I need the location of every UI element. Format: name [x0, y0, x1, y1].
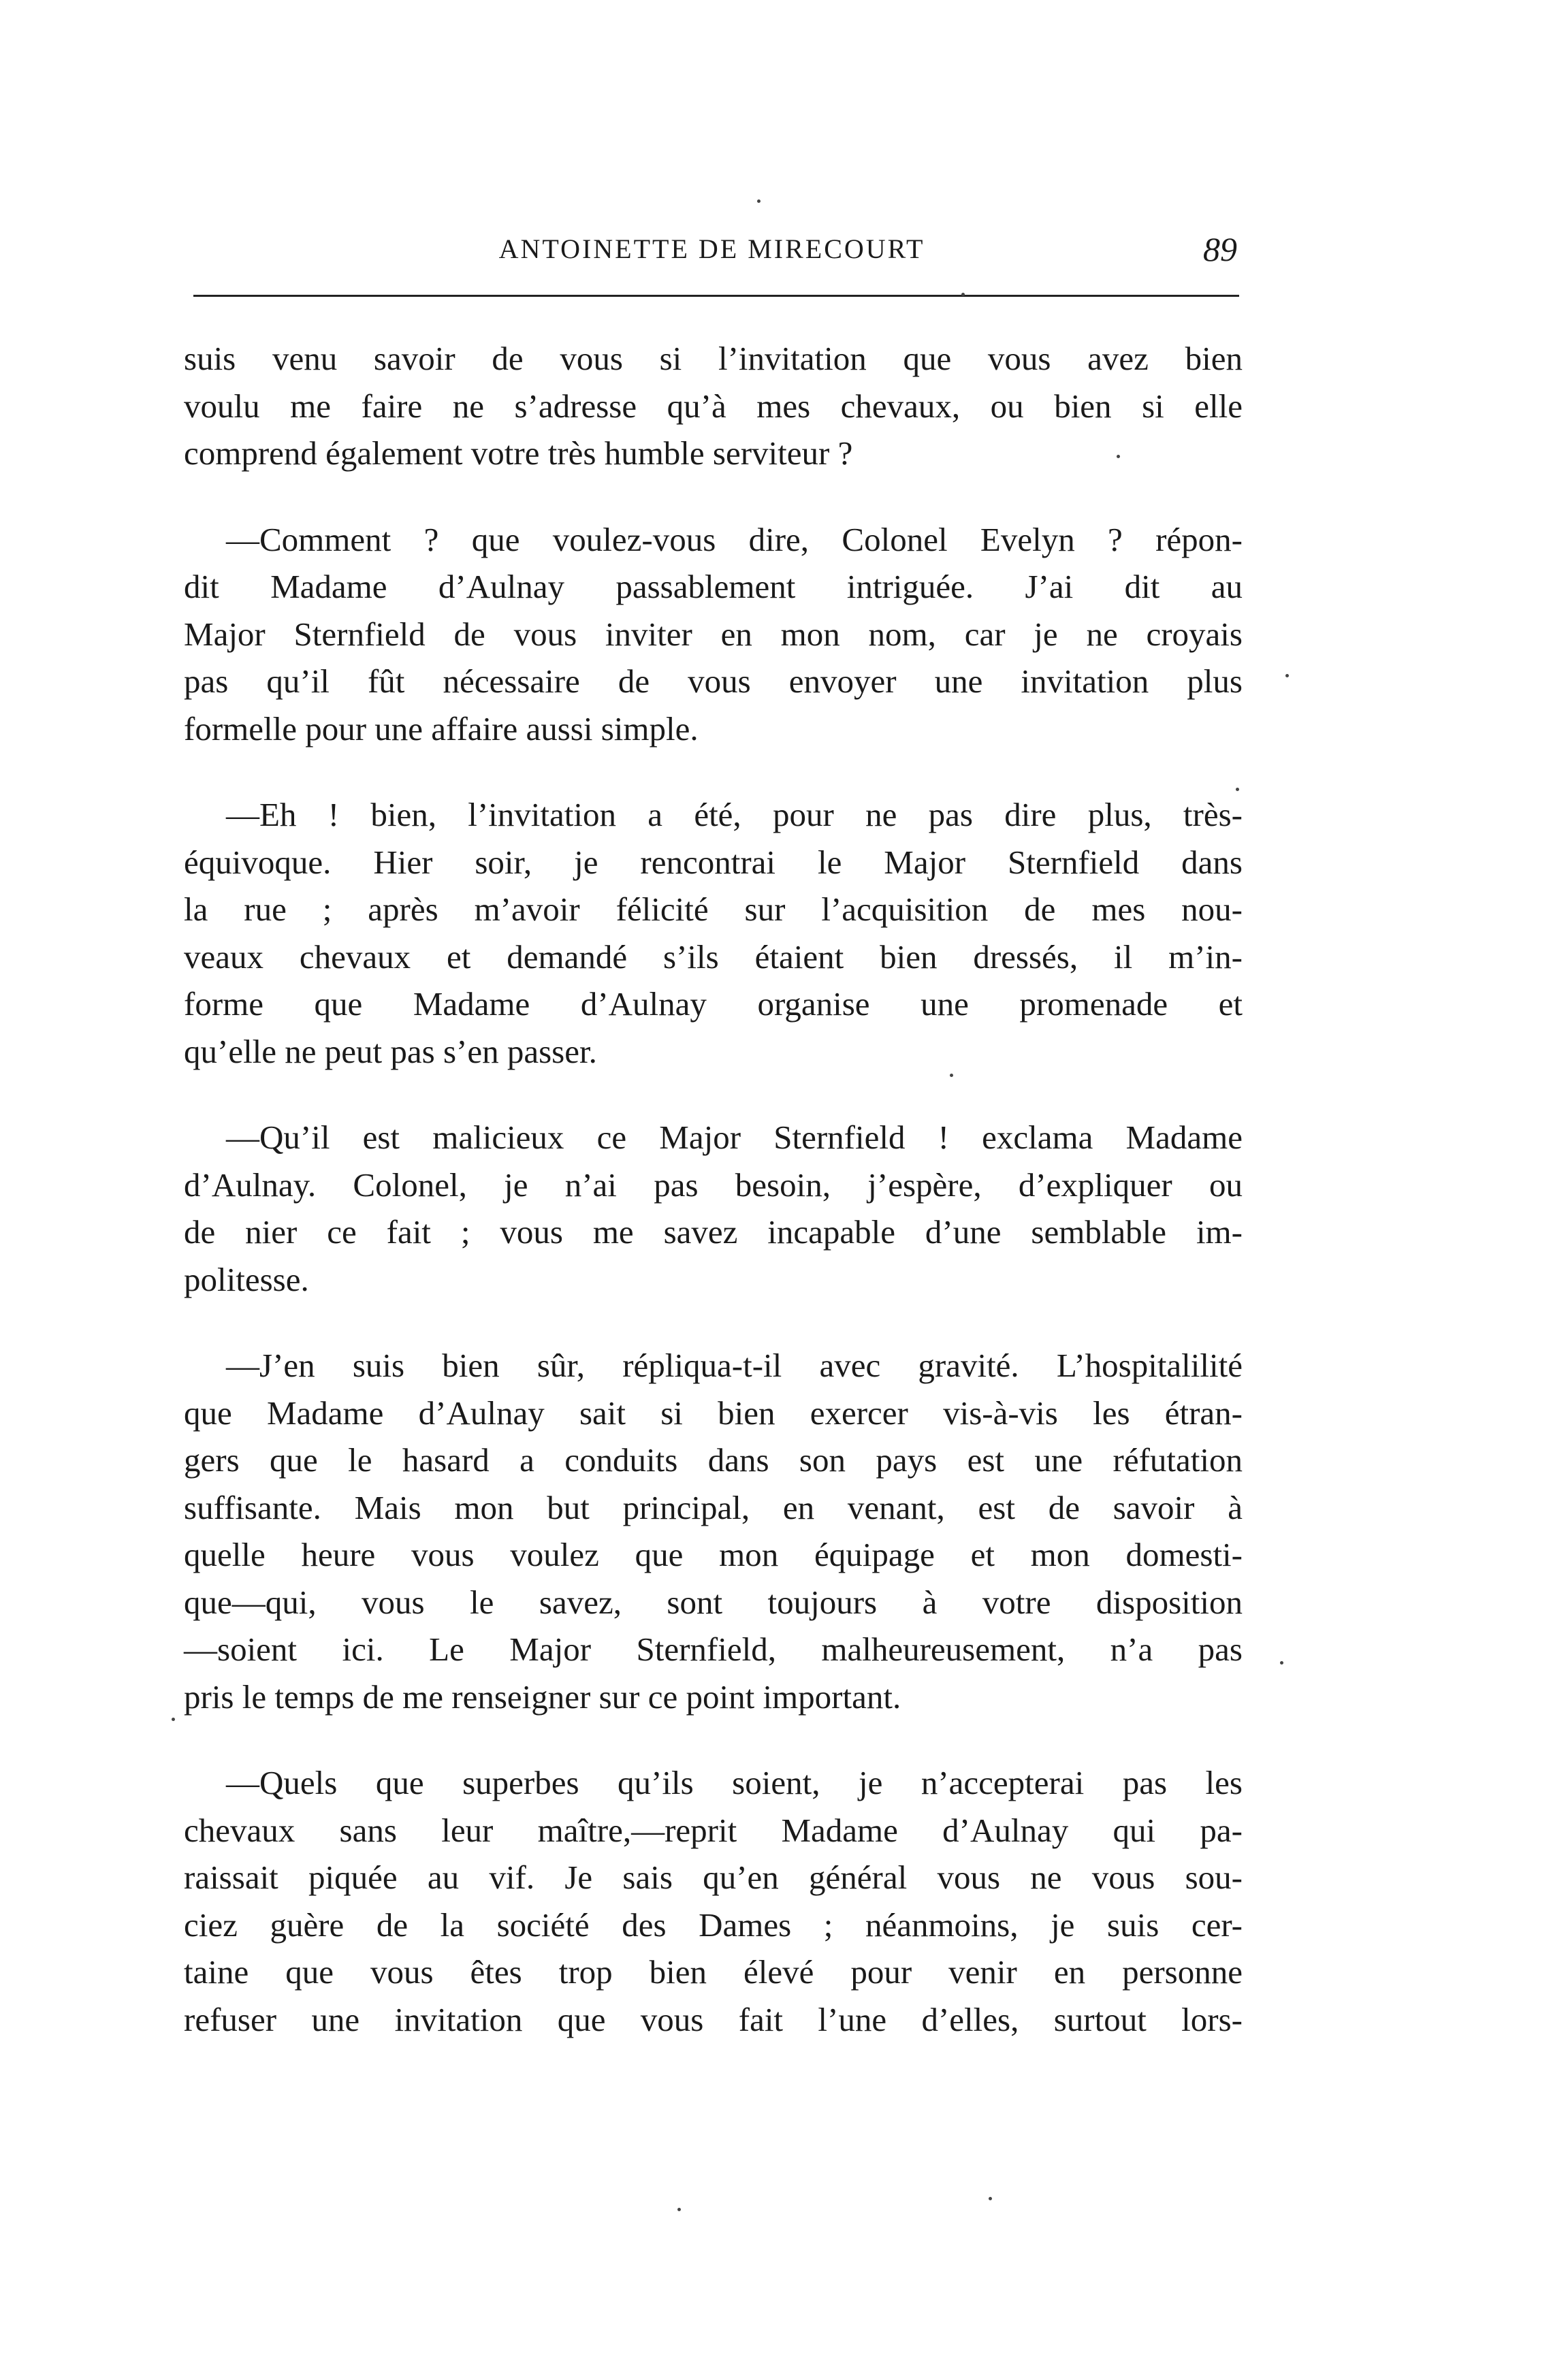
- paragraph: [184, 1759, 1243, 2043]
- paragraph: [184, 516, 1243, 753]
- text-line: —Eh ! bien, l’invitation a été, pour ne pas dire plus, très-: [226, 796, 1243, 833]
- text-line: qu’elle ne peut pas s’en passer.: [184, 1032, 597, 1070]
- text-line: chevaux sans leur maître,—reprit Madame d’Aulnay qui pa-: [184, 1811, 1243, 1849]
- paragraph: [184, 335, 1243, 477]
- text-line: dit Madame d’Aulnay passablement intriguée. J’ai dit au: [184, 568, 1243, 605]
- text-line: taine que vous êtes trop bien élevé pour venir en personne: [184, 1953, 1243, 1991]
- scan-speck: [1117, 455, 1120, 458]
- text-line: la rue ; après m’avoir félicité sur l’acquisition de mes nou-: [184, 890, 1243, 928]
- running-head: [182, 222, 1241, 276]
- scan-speck: [1236, 788, 1239, 791]
- text-line: que—qui, vous le savez, sont toujours à votre disposition: [184, 1583, 1243, 1621]
- paragraph: [184, 1342, 1243, 1720]
- text-line: suffisante. Mais mon but principal, en venant, est de savoir à: [184, 1488, 1243, 1526]
- text-line: Major Sternfield de vous inviter en mon nom, car je ne croyais: [184, 615, 1243, 653]
- paragraph: [184, 1114, 1243, 1303]
- text-line: pas qu’il fût nécessaire de vous envoyer une invitation plus: [184, 662, 1243, 700]
- text-line: ciez guère de la société des Dames ; néanmoins, je suis cer-: [184, 1906, 1243, 1944]
- scan-speck: [950, 1074, 953, 1077]
- text-line: suis venu savoir de vous si l’invitation que vous avez bien: [184, 340, 1243, 377]
- scan-speck: [172, 1718, 175, 1721]
- text-line: formelle pour une affaire aussi simple.: [184, 709, 699, 748]
- text-line: refuser une invitation que vous fait l’une d’elles, surtout lors-: [184, 2000, 1243, 2038]
- text-line: veaux chevaux et demandé s’ils étaient bien dressés, il m’in-: [184, 937, 1243, 976]
- text-line: raissait piquée au vif. Je sais qu’en général vous ne vous sou-: [184, 1859, 1243, 1896]
- text-line: politesse.: [184, 1260, 309, 1298]
- running-title: ANTOINETTE DE MIRECOURT: [498, 234, 925, 264]
- text-line: —Quels que superbes qu’ils soient, je n’accepterai pas les: [226, 1764, 1243, 1801]
- scan-speck: [677, 2208, 681, 2211]
- text-line: d’Aulnay. Colonel, je n’ai pas besoin, j’espère, d’expliquer ou: [184, 1166, 1243, 1204]
- text-line: que Madame d’Aulnay sait si bien exercer vis-à-vis les étran-: [184, 1394, 1243, 1432]
- text-line: pris le temps de me renseigner sur ce point important.: [184, 1677, 901, 1716]
- scan-speck: [961, 293, 965, 296]
- text-line: équivoque. Hier soir, je rencontrai le Major Sternfield dans: [184, 843, 1243, 881]
- text-line: —Comment ? que voulez-vous dire, Colonel Evelyn ? répon-: [226, 520, 1243, 558]
- scan-speck: [757, 199, 761, 203]
- scan-speck: [1285, 674, 1289, 677]
- header-rule: [193, 295, 1239, 297]
- body-text: [184, 335, 1243, 2082]
- scan-speck: [989, 2197, 992, 2200]
- text-line: —soient ici. Le Major Sternfield, malheureusement, n’a pas: [184, 1630, 1243, 1668]
- text-line: forme que Madame d’Aulnay organise une promenade et: [184, 985, 1243, 1023]
- page-number: 89: [1203, 230, 1237, 268]
- text-line: gers que le hasard a conduits dans son pays est une réfutation: [184, 1441, 1243, 1479]
- paragraph: [184, 791, 1243, 1075]
- text-line: —J’en suis bien sûr, répliqua-t-il avec gravité. L’hospitalilité: [226, 1347, 1243, 1384]
- scan-speck: [1280, 1661, 1283, 1665]
- text-line: voulu me faire ne s’adresse qu’à mes chevaux, ou bien si elle: [184, 387, 1243, 425]
- text-line: quelle heure vous voulez que mon équipage et mon domesti-: [184, 1536, 1243, 1573]
- text-line: de nier ce fait ; vous me savez incapable d’une semblable im-: [184, 1213, 1243, 1251]
- text-line: comprend également votre très humble serviteur ?: [184, 434, 853, 472]
- text-line: —Qu’il est malicieux ce Major Sternfield ! exclama Madame: [226, 1119, 1243, 1156]
